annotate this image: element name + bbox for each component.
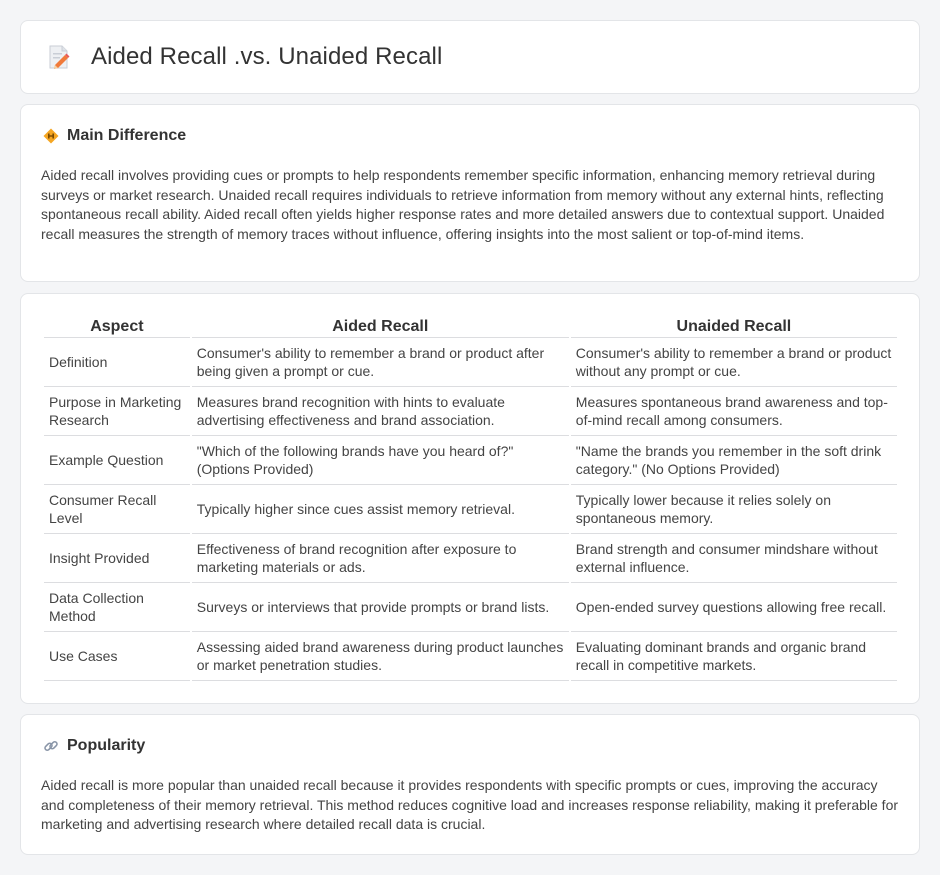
unaided-cell: Open-ended survey questions allowing free recall.	[571, 583, 897, 632]
table-row	[44, 387, 897, 436]
column-header-aspect: Aspect	[44, 316, 190, 338]
aided-cell: Surveys or interviews that provide prompts or brand lists.	[192, 583, 569, 632]
main-difference-text: Aided recall involves providing cues or prompts to help respondents remember specific information, enhancing memory retrieval during surveys or market research. Unaided recall requires individuals to retrieve information from memory without any external hints, reflecting spontaneous recall ability. Aided recall often yields higher response rates and more detailed answers due to contextual support. Unaided recall measures the strength of memory traces without influence, offering insights into the most salient or top-of-mind items.	[41, 167, 885, 242]
popularity-text: Aided recall is more popular than unaided recall because it provides respondents with specific prompts or cues, improving the accuracy and completeness of their memory retrieval. This method reduces cognitive load and increases response reliability, making it preferable for marketing and advertising research where detailed recall data is crucial.	[41, 777, 899, 832]
aspect-cell: Example Question	[44, 436, 190, 485]
link-icon	[43, 738, 59, 754]
popularity-heading: Popularity	[67, 737, 146, 754]
table-row	[44, 485, 897, 534]
table-row	[44, 632, 897, 681]
comparison-table	[42, 316, 899, 681]
unaided-cell: Measures spontaneous brand awareness and top-of-mind recall among consumers.	[571, 387, 897, 436]
popularity-card	[20, 714, 920, 855]
popularity-header	[43, 737, 145, 755]
title-row	[47, 43, 442, 71]
comparison-card	[20, 293, 920, 704]
table-row	[44, 436, 897, 485]
table-header-row	[44, 316, 897, 338]
aspect-cell: Data Collection Method	[44, 583, 190, 632]
page-title: Aided Recall .vs. Unaided Recall	[91, 43, 443, 70]
main-difference-header	[43, 127, 186, 145]
aspect-cell: Purpose in Marketing Research	[44, 387, 190, 436]
aspect-cell: Definition	[44, 338, 190, 387]
aided-cell: Typically higher since cues assist memory retrieval.	[192, 485, 569, 534]
aspect-cell: Insight Provided	[44, 534, 190, 583]
document-pencil-icon	[47, 43, 71, 71]
table-row	[44, 583, 897, 632]
aided-cell: Assessing aided brand awareness during product launches or market penetration studies.	[192, 632, 569, 681]
column-header-aided: Aided Recall	[192, 316, 569, 338]
aspect-cell: Consumer Recall Level	[44, 485, 190, 534]
unaided-cell: Typically lower because it relies solely on spontaneous memory.	[571, 485, 897, 534]
table-row	[44, 338, 897, 387]
unaided-cell: Evaluating dominant brands and organic brand recall in competitive markets.	[571, 632, 897, 681]
column-header-unaided: Unaided Recall	[571, 316, 897, 338]
aided-cell: Effectiveness of brand recognition after exposure to marketing materials or ads.	[192, 534, 569, 583]
unaided-cell: "Name the brands you remember in the soft drink category." (No Options Provided)	[571, 436, 897, 485]
table-row	[44, 534, 897, 583]
unaided-cell: Consumer's ability to remember a brand or product without any prompt or cue.	[571, 338, 897, 387]
aided-cell: Measures brand recognition with hints to evaluate advertising effectiveness and brand association.	[192, 387, 569, 436]
diamond-warning-icon	[43, 128, 59, 144]
aided-cell: "Which of the following brands have you heard of?" (Options Provided)	[192, 436, 569, 485]
main-difference-heading: Main Difference	[67, 127, 187, 144]
title-card	[20, 20, 920, 94]
aspect-cell: Use Cases	[44, 632, 190, 681]
main-difference-card	[20, 104, 920, 282]
aided-cell: Consumer's ability to remember a brand or product after being given a prompt or cue.	[192, 338, 569, 387]
unaided-cell: Brand strength and consumer mindshare without external influence.	[571, 534, 897, 583]
